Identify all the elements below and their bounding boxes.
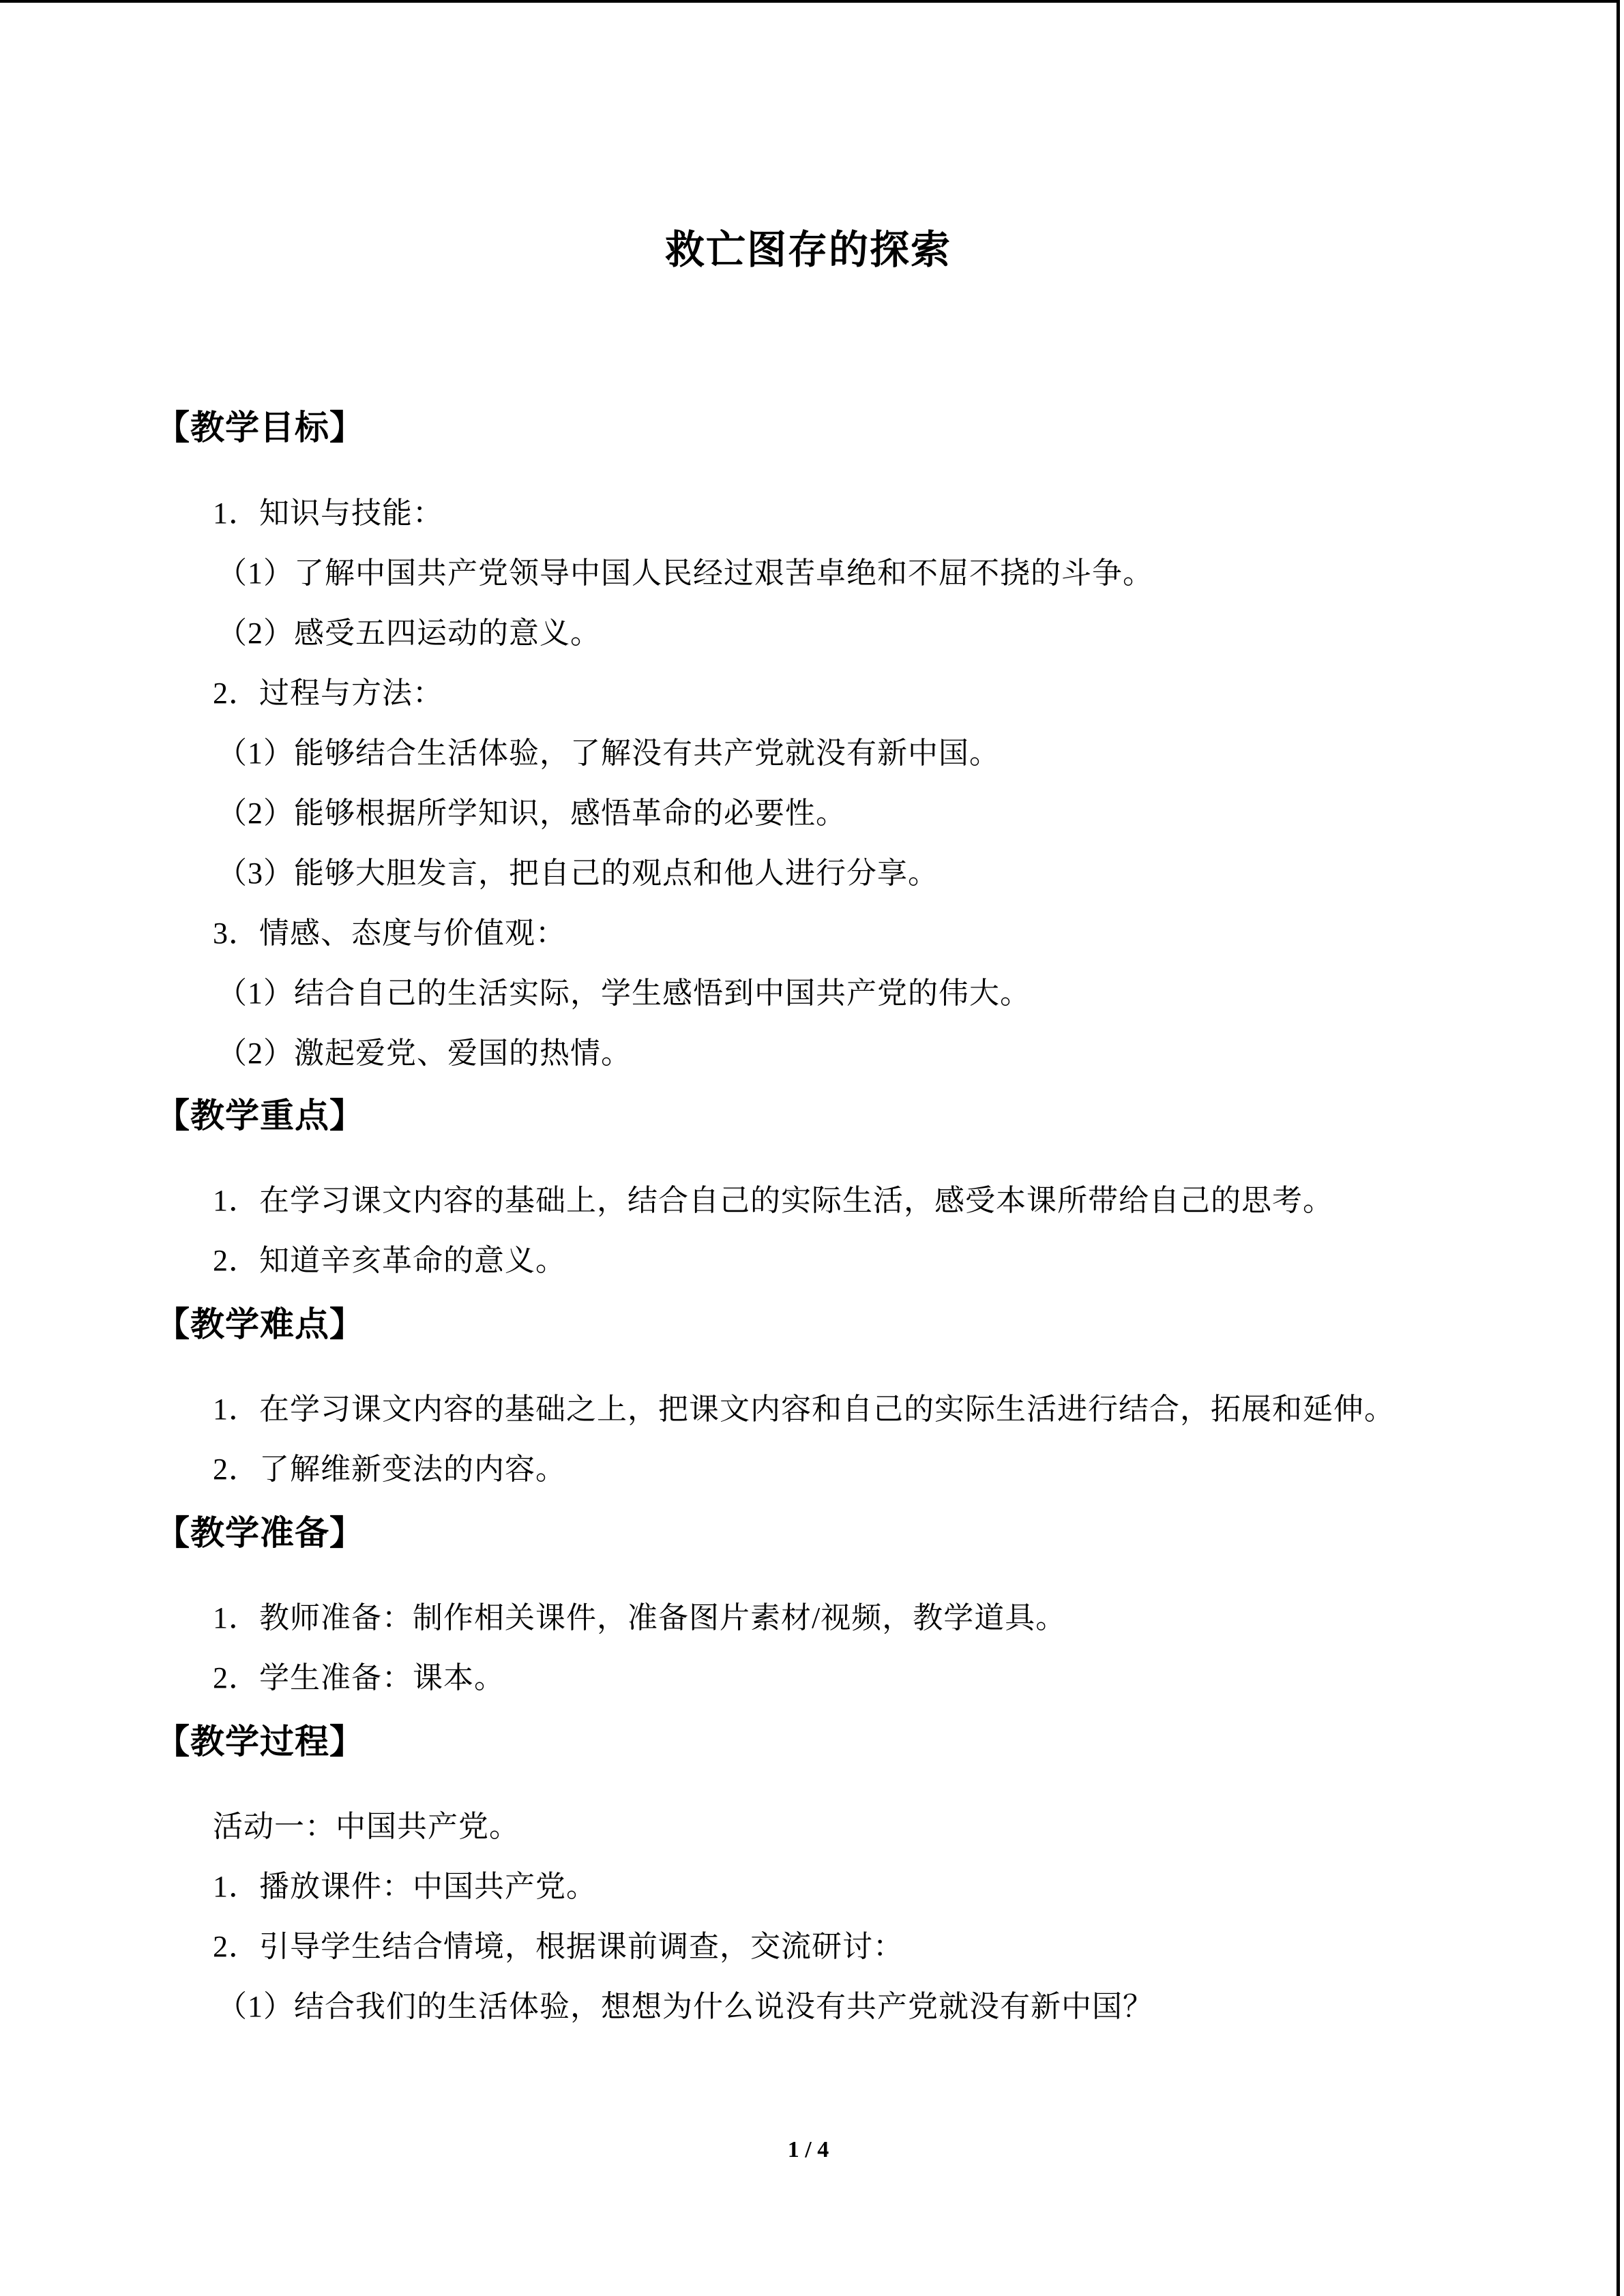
objectives-line: （2）能够根据所学知识，感悟革命的必要性。 <box>217 796 846 830</box>
section-header-preparation: 【教学准备】 <box>156 1513 364 1553</box>
objectives-line: （1）了解中国共产党领导中国人民经过艰苦卓绝和不屈不挠的斗争。 <box>217 556 1153 590</box>
key-points-line: 2．知道辛亥革命的意义。 <box>213 1244 566 1277</box>
key-points-line: 1．在学习课文内容的基础上，结合自己的实际生活，感受本课所带给自己的思考。 <box>213 1184 1333 1217</box>
page-indicator: 1 / 4 <box>787 2137 829 2162</box>
preparation-line: 2．学生准备：课本。 <box>213 1661 505 1695</box>
preparation-line: 1．教师准备：制作相关课件，准备图片素材/视频，教学道具。 <box>213 1601 1067 1635</box>
section-header-difficulties: 【教学难点】 <box>156 1304 364 1344</box>
objectives-line: （2）感受五四运动的意义。 <box>217 616 601 650</box>
process-line: 2．引导学生结合情境，根据课前调查，交流研讨： <box>213 1930 904 1963</box>
section-header-objectives: 【教学目标】 <box>156 408 364 447</box>
difficulties-line: 1．在学习课文内容的基础之上，把课文内容和自己的实际生活进行结合，拓展和延伸。 <box>213 1392 1395 1426</box>
objectives-line: （1）结合自己的生活实际，学生感悟到中国共产党的伟大。 <box>217 976 1031 1010</box>
objectives-line: 1．知识与技能： <box>213 496 443 530</box>
section-header-process: 【教学过程】 <box>156 1722 364 1761</box>
process-line: 1．播放课件：中国共产党。 <box>213 1870 597 1903</box>
section-header-key-points: 【教学重点】 <box>156 1096 364 1135</box>
objectives-line: 3．情感、态度与价值观： <box>213 916 566 950</box>
process-line: 活动一：中国共产党。 <box>213 1810 520 1843</box>
document-title: 救亡图存的探索 <box>664 226 951 273</box>
objectives-line: （1）能够结合生活体验，了解没有共产党就没有新中国。 <box>217 736 1000 770</box>
objectives-line: 2．过程与方法： <box>213 676 443 710</box>
difficulties-line: 2．了解维新变法的内容。 <box>213 1452 566 1486</box>
objectives-line: （3）能够大胆发言，把自己的观点和他人进行分享。 <box>217 856 939 890</box>
process-line: （1）结合我们的生活体验，想想为什么说没有共产党就没有新中国？ <box>217 1990 1153 2023</box>
objectives-line: （2）激起爱党、爱国的热情。 <box>217 1037 632 1070</box>
